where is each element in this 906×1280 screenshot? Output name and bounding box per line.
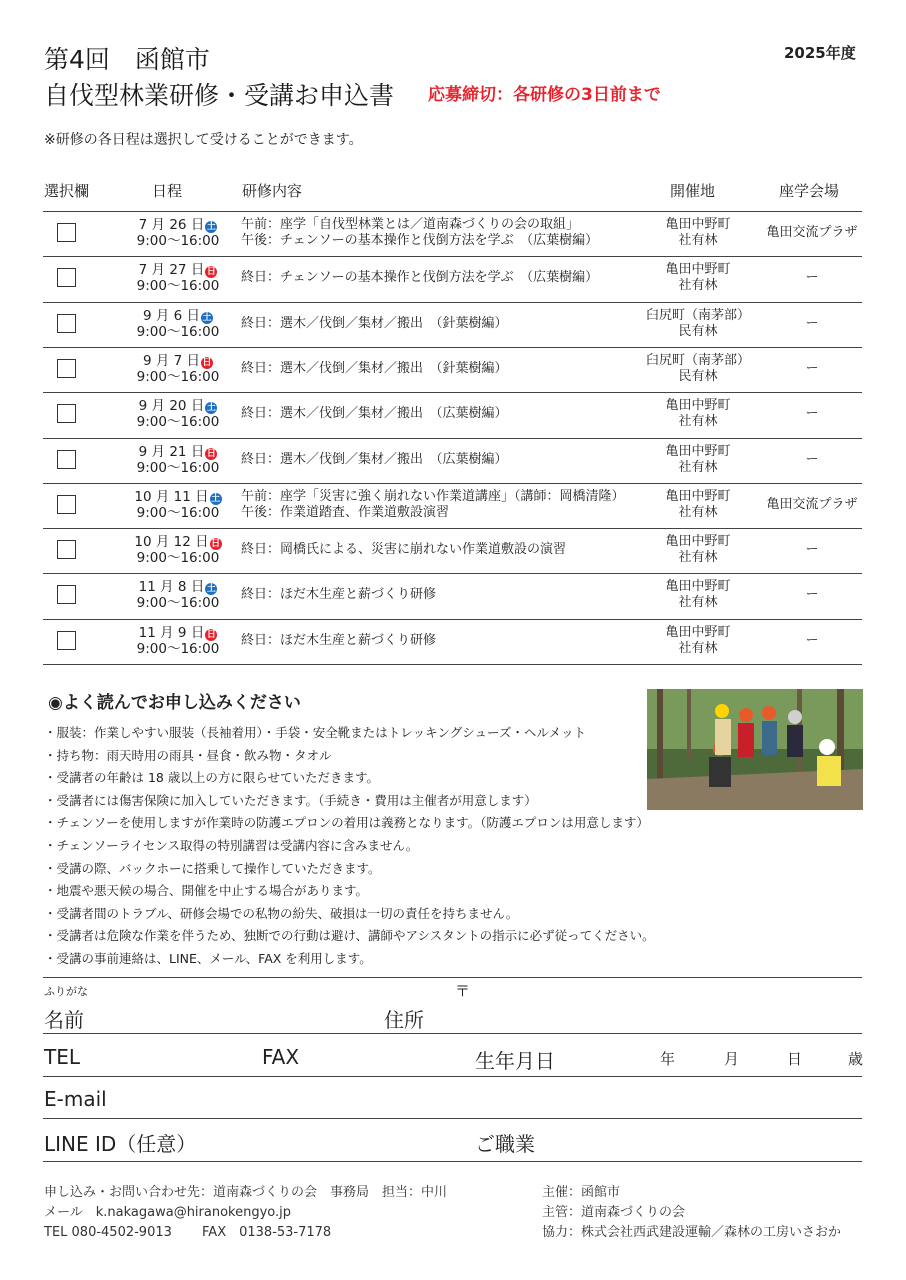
session-time: 9:00〜16:00 <box>136 595 220 612</box>
session-content <box>241 217 641 249</box>
location-forest: 民有林 <box>678 323 718 339</box>
date-text: 11 月 8 日 <box>138 579 205 596</box>
content-line1: 午前：座学「災害に強く崩れない作業道講座」（講師：岡橋清隆） <box>241 488 625 504</box>
col-header-content: 研修内容 <box>242 182 303 200</box>
contact-email: メール k.nakagawa@hiranokengyo.jp <box>44 1205 292 1220</box>
age-unit: 歳 <box>848 1050 864 1068</box>
session-time: 9:00〜16:00 <box>136 459 220 476</box>
notice-item: ・受講者には傷害保険に加入していただきます。（手続き・費用は主催者が用意します） <box>44 792 537 808</box>
table-row <box>43 528 862 573</box>
date-line <box>113 308 243 324</box>
content-line1: 終日：ほだ木生産と薪づくり研修 <box>241 587 437 603</box>
col-header-venue: 座学会場 <box>779 182 840 200</box>
selection-note: ※研修の各日程は選択して受けることができます。 <box>44 132 363 148</box>
deadline-notice: 応募締切：各研修の3日前まで <box>428 85 661 105</box>
line-id-label: LINE ID（任意） <box>44 1132 197 1156</box>
content-line1: 終日：選木／伐倒／集材／搬出 （広葉樹編） <box>241 406 508 422</box>
select-checkbox[interactable] <box>57 268 76 287</box>
table-row <box>43 573 862 618</box>
session-content <box>241 489 641 521</box>
session-location <box>633 579 763 611</box>
lecture-venue: ー <box>805 270 819 286</box>
session-date <box>113 444 243 476</box>
contact-line1: 申し込み・お問い合わせ先：道南森づくりの会 事務局 担当：中川 <box>44 1185 448 1200</box>
furigana-label: ふりがな <box>44 985 88 998</box>
session-time: 9:00〜16:00 <box>136 368 220 385</box>
select-checkbox[interactable] <box>57 314 76 333</box>
session-date <box>113 489 243 521</box>
session-time: 9:00〜16:00 <box>136 550 220 567</box>
email-label: E-mail <box>44 1087 107 1111</box>
lecture-venue: ー <box>805 587 819 603</box>
location-area: 臼尻町（南茅部） <box>645 352 750 368</box>
content-line1: 終日：選木／伐倒／集材／搬出 （針葉樹編） <box>241 315 508 331</box>
notice-item: ・チェンソーライセンス取得の特別講習は受講内容に含みません。 <box>44 837 419 853</box>
location-area: 亀田中野町 <box>665 262 731 278</box>
location-forest: 社有林 <box>678 233 718 248</box>
table-row <box>43 211 862 256</box>
contact-phone: TEL 080-4502-9013 FAX 0138-53-7178 <box>44 1225 332 1240</box>
date-text: 9 月 6 日 <box>142 307 201 324</box>
weekday-badge: 土 <box>211 493 221 504</box>
location-area: 亀田中野町 <box>665 624 731 640</box>
date-line <box>113 534 243 550</box>
date-text: 7 月 26 日 <box>138 217 205 233</box>
organizer-cooperation: 協力：株式会社西武建設運輸／森林の工房いさおか <box>542 1225 842 1240</box>
organizer-host: 主催：函館市 <box>542 1185 621 1200</box>
weekday-badge: 土 <box>202 312 212 323</box>
session-content <box>241 270 641 286</box>
table-row <box>43 619 862 664</box>
date-text: 10 月 12 日 <box>134 534 209 551</box>
lecture-venue: ー <box>805 542 819 558</box>
session-location <box>633 534 763 566</box>
lecture-venue: ー <box>805 632 819 648</box>
notice-item: ・受講者の年齢は 18 歳以上の方に限らせていただきます。 <box>44 770 379 786</box>
session-time: 9:00〜16:00 <box>136 323 220 340</box>
location-forest: 社有林 <box>678 278 718 294</box>
select-checkbox[interactable] <box>57 495 76 514</box>
weekday-badge: 土 <box>206 403 216 414</box>
organizers <box>542 1183 841 1243</box>
session-date <box>113 625 243 657</box>
session-content <box>241 542 641 558</box>
notice-item: ・受講の事前連絡は、LINE、メール、FAX を利用します。 <box>44 950 372 966</box>
session-date <box>113 534 243 566</box>
date-line <box>113 353 243 369</box>
session-time: 9:00〜16:00 <box>136 414 220 431</box>
weekday-badge: 日 <box>206 267 216 278</box>
location-area: 亀田中野町 <box>665 579 731 595</box>
session-date <box>113 579 243 611</box>
session-content <box>241 452 641 468</box>
location-forest: 社有林 <box>678 550 718 566</box>
notice-list <box>44 722 655 971</box>
select-checkbox[interactable] <box>57 585 76 604</box>
session-location <box>633 262 763 294</box>
session-time: 9:00〜16:00 <box>136 504 220 521</box>
location-forest: 社有林 <box>678 640 718 656</box>
date-text: 9 月 20 日 <box>138 398 205 415</box>
weekday-badge: 土 <box>206 222 216 232</box>
notice-item: ・チェンソーを使用しますが作業時の防護エプロンの着用は義務となります。（防護エプロンは用意します） <box>44 815 649 831</box>
location-area: 臼尻町（南茅部） <box>645 307 750 323</box>
date-line <box>113 489 243 505</box>
notice-title: ◉よく読んでお申し込みください <box>48 693 301 713</box>
table-row <box>43 302 862 347</box>
session-content <box>241 316 641 332</box>
location-forest: 社有林 <box>678 459 718 475</box>
content-line1: 終日：ほだ木生産と薪づくり研修 <box>241 632 437 648</box>
postal-mark: 〒 <box>455 982 471 1000</box>
date-text: 10 月 11 日 <box>134 488 209 505</box>
lecture-venue: ー <box>805 360 819 376</box>
location-forest: 社有林 <box>678 595 718 611</box>
col-header-location: 開催地 <box>670 182 716 200</box>
session-content <box>241 361 641 377</box>
session-content <box>241 633 641 649</box>
content-line1: 終日：岡橋氏による、災害に崩れない作業道敷設の演習 <box>241 542 567 558</box>
session-location <box>633 217 763 249</box>
title-line2: 自伐型林業研修・受講お申込書 <box>44 81 395 110</box>
select-checkbox[interactable] <box>57 631 76 650</box>
select-checkbox[interactable] <box>57 540 76 559</box>
fax-label: FAX <box>262 1045 300 1069</box>
notice-item: ・持ち物：雨天時用の雨具・昼食・飲み物・タオル <box>44 747 332 763</box>
session-location <box>633 353 763 385</box>
location-area: 亀田中野町 <box>665 217 731 232</box>
weekday-badge: 日 <box>202 357 212 368</box>
location-area: 亀田中野町 <box>665 534 731 550</box>
session-location <box>633 308 763 340</box>
date-line <box>113 398 243 414</box>
select-checkbox[interactable] <box>57 223 76 242</box>
content-line2: 午後：作業道踏査、作業道敷設演習 <box>241 504 450 520</box>
table-row <box>43 392 862 437</box>
session-date <box>113 262 243 294</box>
session-date <box>113 353 243 385</box>
date-line <box>113 217 243 233</box>
year-unit: 年 <box>660 1050 676 1068</box>
location-area: 亀田中野町 <box>665 443 731 459</box>
occupation-label: ご職業 <box>475 1132 535 1156</box>
content-line1: 午前：座学「自伐型林業とは／道南森づくりの会の取組」 <box>241 217 580 232</box>
month-unit: 月 <box>724 1050 740 1068</box>
date-text: 11 月 9 日 <box>138 624 205 641</box>
date-line <box>113 625 243 641</box>
table-row <box>43 483 862 528</box>
session-date <box>113 398 243 430</box>
location-forest: 民有林 <box>678 368 718 384</box>
notice-item: ・受講者間のトラブル、研修会場での私物の紛失、破損は一切の責任を持ちません。 <box>44 905 519 921</box>
location-area: 亀田中野町 <box>665 398 731 414</box>
table-row <box>43 256 862 301</box>
birthday-label: 生年月日 <box>475 1049 555 1073</box>
address-label: 住所 <box>384 1008 424 1032</box>
content-line1: 終日：チェンソーの基本操作と伐倒方法を学ぶ （広葉樹編） <box>241 270 599 286</box>
lecture-venue: ー <box>805 406 819 422</box>
table-row <box>43 347 862 392</box>
select-checkbox[interactable] <box>57 359 76 378</box>
tel-label: TEL <box>44 1045 80 1069</box>
session-location <box>633 489 763 521</box>
date-line <box>113 444 243 460</box>
notice-item: ・地震や悪天候の場合、開催を中止する場合があります。 <box>44 883 369 899</box>
weekday-badge: 日 <box>206 629 216 640</box>
day-unit: 日 <box>787 1050 803 1068</box>
session-time: 9:00〜16:00 <box>136 233 220 249</box>
select-checkbox[interactable] <box>57 450 76 469</box>
notice-item: ・受講の際、バックホーに搭乗して操作していただきます。 <box>44 860 381 876</box>
fiscal-year: 2025年度 <box>784 44 856 62</box>
lecture-venue: ー <box>805 451 819 467</box>
content-line2: 午後：チェンソーの基本操作と伐倒方法を学ぶ （広葉樹編） <box>241 233 599 248</box>
select-checkbox[interactable] <box>57 404 76 423</box>
lecture-venue: 亀田交流プラザ <box>766 225 858 240</box>
title-line1: 第4回 函館市 <box>44 45 210 74</box>
date-line <box>113 262 243 278</box>
date-text: 9 月 7 日 <box>142 352 201 369</box>
session-location <box>633 398 763 430</box>
training-photo <box>647 689 863 810</box>
session-location <box>633 444 763 476</box>
session-time: 9:00〜16:00 <box>136 640 220 657</box>
col-header-date: 日程 <box>152 182 183 200</box>
organizer-manager: 主管：道南森づくりの会 <box>542 1205 686 1220</box>
session-content <box>241 587 641 603</box>
weekday-badge: 土 <box>206 584 216 595</box>
session-location <box>633 625 763 657</box>
date-text: 9 月 21 日 <box>138 443 205 460</box>
col-header-select: 選択欄 <box>44 182 90 200</box>
session-content <box>241 406 641 422</box>
lecture-venue: 亀田交流プラザ <box>766 496 858 512</box>
notice-item: ・服装：作業しやすい服装（長袖着用）・手袋・安全靴またはトレッキングシューズ・ヘルメット <box>44 725 587 740</box>
weekday-badge: 日 <box>211 539 221 550</box>
lecture-venue: ー <box>805 315 819 331</box>
location-forest: 社有林 <box>678 504 718 520</box>
table-row <box>43 438 862 483</box>
notice-item: ・受講者は危険な作業を伴うため、独断での行動は避け、講師やアシスタントの指示に必ず従ってください。 <box>44 928 655 944</box>
contact-info <box>44 1183 447 1243</box>
content-line1: 終日：選木／伐倒／集材／搬出 （広葉樹編） <box>241 451 508 467</box>
date-text: 7 月 27 日 <box>138 262 205 279</box>
session-time: 9:00〜16:00 <box>136 278 220 295</box>
weekday-badge: 日 <box>206 448 216 459</box>
location-area: 亀田中野町 <box>665 488 731 504</box>
location-forest: 社有林 <box>678 414 718 430</box>
date-line <box>113 579 243 595</box>
name-label: 名前 <box>44 1008 84 1032</box>
session-date <box>113 308 243 340</box>
content-line1: 終日：選木／伐倒／集材／搬出 （針葉樹編） <box>241 360 508 376</box>
session-date <box>113 217 243 249</box>
